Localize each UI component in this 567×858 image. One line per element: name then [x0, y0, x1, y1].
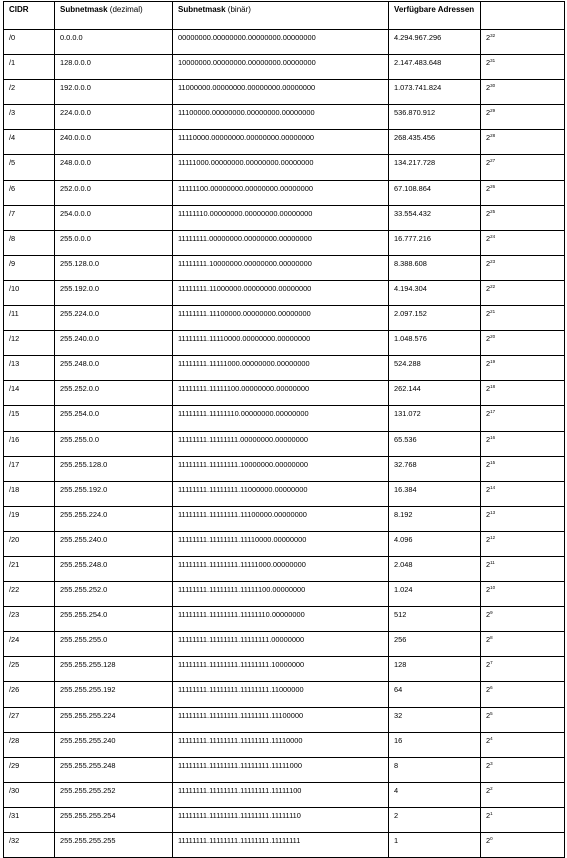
table-row: [4, 155, 565, 180]
power-base: 2: [486, 108, 491, 118]
addresses-cell: 32: [389, 707, 481, 732]
addresses-cell: 4.096: [389, 531, 481, 556]
cidr-cell: /1: [4, 55, 55, 80]
power-exponent: 1: [490, 810, 493, 816]
power-base: 2: [486, 58, 491, 68]
power-base: 2: [486, 258, 491, 268]
power-base: 2: [486, 283, 491, 293]
cidr-cell: /20: [4, 531, 55, 556]
table-row: [4, 632, 565, 657]
power-cell: [481, 632, 565, 657]
mask-binary-cell: 11111111.11111111.00000000.00000000: [173, 431, 389, 456]
power-base: 2: [486, 710, 491, 720]
mask-binary-cell: 11111111.00000000.00000000.00000000: [173, 230, 389, 255]
mask-decimal-cell: 255.0.0.0: [55, 230, 173, 255]
power-cell: [481, 280, 565, 305]
mask-decimal-cell: 255.255.255.128: [55, 657, 173, 682]
addresses-cell: 2.097.152: [389, 306, 481, 331]
cidr-cell: /13: [4, 356, 55, 381]
power-cell: [481, 55, 565, 80]
power-exponent: 18: [490, 384, 496, 390]
addresses-cell: 1: [389, 833, 481, 858]
mask-binary-cell: 11111111.11111000.00000000.00000000: [173, 356, 389, 381]
cidr-cell: /16: [4, 431, 55, 456]
addresses-cell: 65.536: [389, 431, 481, 456]
cidr-cell: /3: [4, 105, 55, 130]
cidr-cell: /32: [4, 833, 55, 858]
mask-binary-cell: 11111111.11111111.11111111.00000000: [173, 632, 389, 657]
mask-binary-cell: 00000000.00000000.00000000.00000000: [173, 30, 389, 55]
power-exponent: 32: [490, 33, 496, 38]
cidr-cell: /22: [4, 582, 55, 607]
addresses-cell: 1.073.741.824: [389, 80, 481, 105]
power-exponent: 7: [490, 660, 493, 666]
mask-decimal-cell: 255.255.254.0: [55, 607, 173, 632]
power-base: 2: [486, 534, 491, 544]
power-base: 2: [486, 610, 491, 620]
addresses-cell: 4.194.304: [389, 280, 481, 305]
mask-decimal-cell: 252.0.0.0: [55, 180, 173, 205]
power-exponent: 23: [490, 258, 496, 264]
addresses-cell: 32.768: [389, 456, 481, 481]
table-row: [4, 130, 565, 155]
mask-decimal-cell: 240.0.0.0: [55, 130, 173, 155]
mask-decimal-cell: 255.248.0.0: [55, 356, 173, 381]
power-cell: [481, 657, 565, 682]
mask-binary-cell: 11111111.11111111.10000000.00000000: [173, 456, 389, 481]
mask-decimal-cell: 255.255.255.0: [55, 632, 173, 657]
power-base: 2: [486, 685, 491, 695]
mask-decimal-cell: 255.255.240.0: [55, 531, 173, 556]
table-row: [4, 807, 565, 832]
table-row: [4, 732, 565, 757]
mask-decimal-cell: 255.255.255.224: [55, 707, 173, 732]
cidr-cell: /25: [4, 657, 55, 682]
header-addresses-label: Verfügbare Adressen: [394, 5, 475, 14]
header-mask-binary-suffix: (binär): [225, 5, 251, 14]
table-row: [4, 381, 565, 406]
power-base: 2: [486, 208, 491, 218]
mask-decimal-cell: 248.0.0.0: [55, 155, 173, 180]
power-base: 2: [486, 760, 491, 770]
mask-binary-cell: 11111111.11111111.11111111.10000000: [173, 657, 389, 682]
table-row: [4, 757, 565, 782]
mask-decimal-cell: 254.0.0.0: [55, 205, 173, 230]
mask-decimal-cell: 224.0.0.0: [55, 105, 173, 130]
power-cell: [481, 105, 565, 130]
power-cell: [481, 205, 565, 230]
addresses-cell: 4.294.967.296: [389, 30, 481, 55]
power-base: 2: [486, 409, 491, 419]
table-row: [4, 331, 565, 356]
cidr-cell: /15: [4, 406, 55, 431]
mask-decimal-cell: 255.255.224.0: [55, 506, 173, 531]
power-exponent: 29: [490, 108, 496, 114]
addresses-cell: 134.217.728: [389, 155, 481, 180]
table-row: [4, 556, 565, 581]
power-base: 2: [486, 83, 491, 93]
mask-decimal-cell: 255.255.255.255: [55, 833, 173, 858]
power-cell: [481, 556, 565, 581]
mask-binary-cell: 11111111.11111111.11111111.11100000: [173, 707, 389, 732]
table-row: [4, 80, 565, 105]
mask-binary-cell: 11111111.11111110.00000000.00000000: [173, 406, 389, 431]
mask-decimal-cell: 128.0.0.0: [55, 55, 173, 80]
header-mask-binary: [173, 2, 389, 30]
mask-binary-cell: 11111111.11111111.11111111.11111100: [173, 782, 389, 807]
power-base: 2: [486, 133, 491, 143]
mask-binary-cell: 11111100.00000000.00000000.00000000: [173, 180, 389, 205]
power-exponent: 22: [490, 283, 496, 289]
power-cell: [481, 80, 565, 105]
cidr-cell: /5: [4, 155, 55, 180]
addresses-cell: 1.048.576: [389, 331, 481, 356]
power-base: 2: [486, 158, 491, 168]
power-cell: [481, 406, 565, 431]
addresses-cell: 536.870.912: [389, 105, 481, 130]
power-exponent: 12: [490, 534, 496, 540]
table-row: [4, 431, 565, 456]
power-cell: [481, 255, 565, 280]
addresses-cell: 2: [389, 807, 481, 832]
power-exponent: 2: [490, 785, 493, 791]
cidr-cell: /24: [4, 632, 55, 657]
mask-binary-cell: 11111111.11111111.11100000.00000000: [173, 506, 389, 531]
mask-binary-cell: 11111111.11111111.11111111.11111111: [173, 833, 389, 858]
power-cell: [481, 230, 565, 255]
addresses-cell: 131.072: [389, 406, 481, 431]
addresses-cell: 16.384: [389, 481, 481, 506]
addresses-cell: 67.108.864: [389, 180, 481, 205]
cidr-cell: /19: [4, 506, 55, 531]
power-base: 2: [486, 810, 491, 820]
power-exponent: 19: [490, 359, 496, 365]
table-row: [4, 230, 565, 255]
header-mask-decimal-label: Subnetmask: [60, 5, 108, 14]
mask-decimal-cell: 255.252.0.0: [55, 381, 173, 406]
table-row: [4, 180, 565, 205]
power-base: 2: [486, 33, 491, 42]
power-cell: [481, 306, 565, 331]
table-row: [4, 30, 565, 55]
power-exponent: 25: [490, 208, 496, 214]
power-base: 2: [486, 384, 491, 394]
mask-decimal-cell: 255.255.255.252: [55, 782, 173, 807]
power-cell: [481, 431, 565, 456]
power-exponent: 15: [490, 459, 496, 465]
table-body: [4, 30, 565, 858]
cidr-cell: /14: [4, 381, 55, 406]
power-cell: [481, 356, 565, 381]
table-row: [4, 481, 565, 506]
table-row: [4, 406, 565, 431]
mask-binary-cell: 11111111.11111111.11111111.11000000: [173, 682, 389, 707]
mask-decimal-cell: 255.255.128.0: [55, 456, 173, 481]
table-row: [4, 707, 565, 732]
power-cell: [481, 155, 565, 180]
power-cell: [481, 782, 565, 807]
addresses-cell: 64: [389, 682, 481, 707]
mask-binary-cell: 11100000.00000000.00000000.00000000: [173, 105, 389, 130]
power-exponent: 21: [490, 309, 496, 315]
power-base: 2: [486, 836, 491, 845]
power-exponent: 4: [490, 735, 493, 741]
power-cell: [481, 607, 565, 632]
mask-decimal-cell: 192.0.0.0: [55, 80, 173, 105]
cidr-cell: /7: [4, 205, 55, 230]
cidr-cell: /12: [4, 331, 55, 356]
header-row: [4, 2, 565, 30]
power-exponent: 0: [490, 836, 493, 841]
cidr-cell: /10: [4, 280, 55, 305]
mask-decimal-cell: 255.255.248.0: [55, 556, 173, 581]
mask-binary-cell: 11111111.11111111.11111111.11111000: [173, 757, 389, 782]
header-addresses: [389, 2, 481, 30]
addresses-cell: 262.144: [389, 381, 481, 406]
cidr-cell: /23: [4, 607, 55, 632]
power-cell: [481, 732, 565, 757]
mask-binary-cell: 11111111.11111111.11111110.00000000: [173, 607, 389, 632]
cidr-cell: /28: [4, 732, 55, 757]
mask-binary-cell: 11110000.00000000.00000000.00000000: [173, 130, 389, 155]
table-row: [4, 607, 565, 632]
cidr-cell: /0: [4, 30, 55, 55]
header-mask-decimal: [55, 2, 173, 30]
table-header: [4, 2, 565, 30]
power-exponent: 26: [490, 183, 496, 189]
addresses-cell: 128: [389, 657, 481, 682]
header-mask-binary-label: Subnetmask: [178, 5, 226, 14]
mask-binary-cell: 11111111.11111111.11000000.00000000: [173, 481, 389, 506]
power-base: 2: [486, 183, 491, 193]
addresses-cell: 33.554.432: [389, 205, 481, 230]
power-exponent: 3: [490, 760, 493, 766]
addresses-cell: 8: [389, 757, 481, 782]
power-exponent: 16: [490, 434, 496, 440]
mask-decimal-cell: 255.128.0.0: [55, 255, 173, 280]
power-exponent: 11: [490, 559, 495, 565]
power-cell: [481, 531, 565, 556]
power-cell: [481, 130, 565, 155]
table-row: [4, 55, 565, 80]
power-exponent: 9: [490, 610, 493, 616]
power-cell: [481, 180, 565, 205]
mask-binary-cell: 11111111.11100000.00000000.00000000: [173, 306, 389, 331]
mask-binary-cell: 10000000.00000000.00000000.00000000: [173, 55, 389, 80]
addresses-cell: 4: [389, 782, 481, 807]
cidr-cell: /9: [4, 255, 55, 280]
cidr-cell: /4: [4, 130, 55, 155]
mask-decimal-cell: 255.255.255.240: [55, 732, 173, 757]
mask-binary-cell: 11111111.11110000.00000000.00000000: [173, 331, 389, 356]
table-row: [4, 682, 565, 707]
power-cell: [481, 707, 565, 732]
power-exponent: 24: [490, 233, 496, 239]
addresses-cell: 16: [389, 732, 481, 757]
addresses-cell: 2.048: [389, 556, 481, 581]
power-cell: [481, 582, 565, 607]
mask-binary-cell: 11111111.11111111.11111000.00000000: [173, 556, 389, 581]
mask-decimal-cell: 255.255.255.192: [55, 682, 173, 707]
power-base: 2: [486, 635, 491, 645]
power-base: 2: [486, 559, 491, 569]
power-exponent: 31: [490, 58, 496, 64]
header-cidr: [4, 2, 55, 30]
header-cidr-label: CIDR: [9, 5, 29, 14]
power-base: 2: [486, 735, 491, 745]
power-base: 2: [486, 459, 491, 469]
table-row: [4, 456, 565, 481]
addresses-cell: 256: [389, 632, 481, 657]
table-row: [4, 506, 565, 531]
power-exponent: 6: [490, 685, 493, 691]
mask-binary-cell: 11000000.00000000.00000000.00000000: [173, 80, 389, 105]
power-base: 2: [486, 334, 491, 344]
power-exponent: 10: [490, 585, 496, 591]
cidr-cell: /2: [4, 80, 55, 105]
cidr-cell: /30: [4, 782, 55, 807]
power-base: 2: [486, 660, 491, 670]
power-exponent: 30: [490, 83, 496, 89]
addresses-cell: 1.024: [389, 582, 481, 607]
power-cell: [481, 833, 565, 858]
header-power: [481, 2, 565, 30]
mask-binary-cell: 11111111.11111111.11110000.00000000: [173, 531, 389, 556]
cidr-cell: /21: [4, 556, 55, 581]
power-exponent: 17: [490, 409, 496, 415]
power-base: 2: [486, 509, 491, 519]
addresses-cell: 8.388.608: [389, 255, 481, 280]
power-cell: [481, 30, 565, 55]
table-row: [4, 657, 565, 682]
mask-binary-cell: 11111111.11000000.00000000.00000000: [173, 280, 389, 305]
mask-decimal-cell: 255.224.0.0: [55, 306, 173, 331]
mask-decimal-cell: 255.255.252.0: [55, 582, 173, 607]
power-base: 2: [486, 359, 491, 369]
mask-binary-cell: 11111110.00000000.00000000.00000000: [173, 205, 389, 230]
mask-binary-cell: 11111111.11111111.11111111.11110000: [173, 732, 389, 757]
mask-binary-cell: 11111111.11111111.11111111.11111110: [173, 807, 389, 832]
table-row: [4, 205, 565, 230]
power-base: 2: [486, 785, 491, 795]
mask-binary-cell: 11111000.00000000.00000000.00000000: [173, 155, 389, 180]
mask-decimal-cell: 255.255.255.254: [55, 807, 173, 832]
power-cell: [481, 481, 565, 506]
table-row: [4, 255, 565, 280]
power-cell: [481, 381, 565, 406]
power-base: 2: [486, 585, 491, 595]
mask-decimal-cell: 255.255.192.0: [55, 481, 173, 506]
power-cell: [481, 757, 565, 782]
mask-decimal-cell: 255.255.0.0: [55, 431, 173, 456]
power-exponent: 20: [490, 334, 496, 340]
power-base: 2: [486, 434, 491, 444]
addresses-cell: 8.192: [389, 506, 481, 531]
power-exponent: 28: [490, 133, 496, 139]
cidr-cell: /31: [4, 807, 55, 832]
table-row: [4, 280, 565, 305]
addresses-cell: 2.147.483.648: [389, 55, 481, 80]
power-cell: [481, 682, 565, 707]
mask-decimal-cell: 255.192.0.0: [55, 280, 173, 305]
mask-binary-cell: 11111111.11111100.00000000.00000000: [173, 381, 389, 406]
power-exponent: 8: [490, 635, 493, 641]
power-cell: [481, 331, 565, 356]
table-row: [4, 582, 565, 607]
addresses-cell: 524.288: [389, 356, 481, 381]
power-cell: [481, 506, 565, 531]
mask-decimal-cell: 255.255.255.248: [55, 757, 173, 782]
header-mask-decimal-suffix: (dezimal): [107, 5, 143, 14]
addresses-cell: 16.777.216: [389, 230, 481, 255]
cidr-cell: /6: [4, 180, 55, 205]
mask-decimal-cell: 255.240.0.0: [55, 331, 173, 356]
mask-decimal-cell: 0.0.0.0: [55, 30, 173, 55]
mask-binary-cell: 11111111.11111111.11111100.00000000: [173, 582, 389, 607]
power-base: 2: [486, 233, 491, 243]
mask-decimal-cell: 255.254.0.0: [55, 406, 173, 431]
cidr-cell: /27: [4, 707, 55, 732]
table-row: [4, 833, 565, 858]
addresses-cell: 268.435.456: [389, 130, 481, 155]
power-base: 2: [486, 309, 491, 319]
table-row: [4, 306, 565, 331]
cidr-cell: /18: [4, 481, 55, 506]
table-row: [4, 782, 565, 807]
power-cell: [481, 456, 565, 481]
cidr-cell: /17: [4, 456, 55, 481]
table-row: [4, 356, 565, 381]
power-exponent: 5: [490, 710, 493, 716]
cidr-cell: /11: [4, 306, 55, 331]
power-exponent: 14: [490, 484, 496, 490]
cidr-table: [3, 1, 565, 858]
cidr-cell: /8: [4, 230, 55, 255]
table-row: [4, 105, 565, 130]
cidr-cell: /26: [4, 682, 55, 707]
power-exponent: 13: [490, 509, 496, 515]
table-row: [4, 531, 565, 556]
cidr-cell: /29: [4, 757, 55, 782]
mask-binary-cell: 11111111.10000000.00000000.00000000: [173, 255, 389, 280]
power-cell: [481, 807, 565, 832]
power-base: 2: [486, 484, 491, 494]
addresses-cell: 512: [389, 607, 481, 632]
power-exponent: 27: [490, 158, 496, 164]
